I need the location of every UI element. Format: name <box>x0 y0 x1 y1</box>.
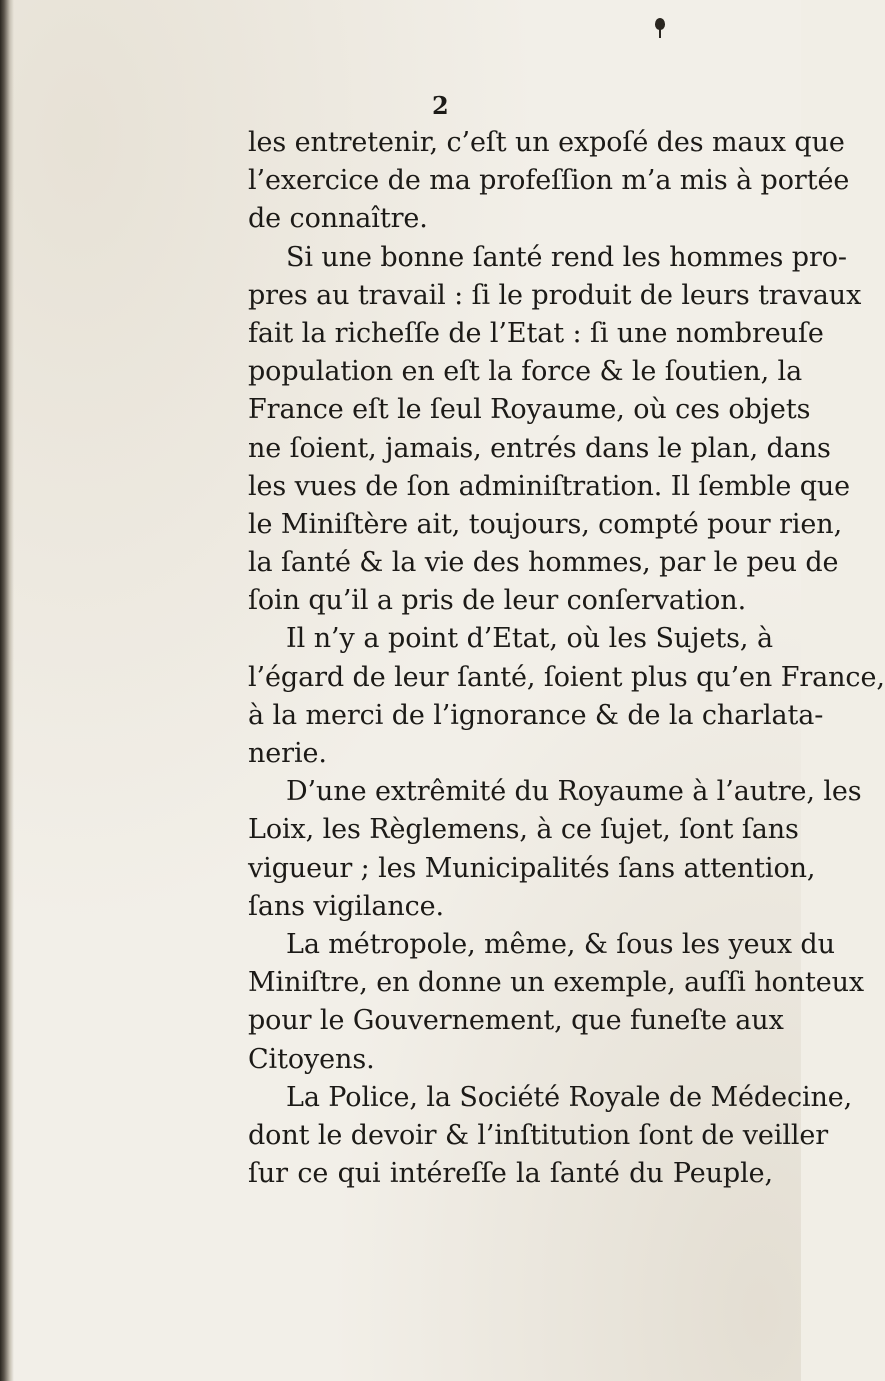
text-line: ſoin qu’il a pris de leur conſervation. <box>248 585 747 617</box>
text-line: dont le devoir & l’inſtitution ſont de veiller <box>248 1119 829 1151</box>
text-line: La métropole, même, & ſous les yeux du <box>286 928 835 960</box>
text-line: D’une extrêmité du Royaume à l’autre, les <box>286 776 862 808</box>
text-line: pres au travail : ſi le produit de leurs travaux <box>248 279 862 311</box>
text-line: Citoyens. <box>248 1043 375 1075</box>
text-line: Il n’y a point d’Etat, où les Sujets, à <box>286 623 773 655</box>
text-line: l’exercice de ma profeſſion m’a mis à portée <box>248 165 850 197</box>
ink-bleed-stem <box>659 28 661 38</box>
page-number: 2 <box>432 91 449 120</box>
text-line: nerie. <box>248 738 327 769</box>
text-line: les entretenir, c’eſt un expoſé des maux que <box>248 127 845 158</box>
text-line: ſur ce qui intéreſſe la ſanté du Peuple, <box>248 1158 773 1190</box>
text-line: fait la richeſſe de l’Etat : ſi une nombreuſe <box>248 317 824 349</box>
text-line: pour le Gouvernement, que funeſte aux <box>248 1005 784 1037</box>
text-line: le Miniſtère ait, toujours, compté pour rien, <box>248 508 843 540</box>
text-line: Si une bonne ſanté rend les hommes pro- <box>286 241 847 273</box>
text-line: vigueur ; les Municipalités ſans attention, <box>248 852 816 884</box>
text-line: Loix, les Règlemens, à ce ſujet, ſont ſans <box>248 814 799 846</box>
text-line: France eſt le ſeul Royaume, où ces objets <box>248 394 811 426</box>
text-line: de connaître. <box>248 203 428 235</box>
text-line: la ſanté & la vie des hommes, par le peu de <box>248 547 839 579</box>
text-line: population en eſt la force & le ſoutien, la <box>248 356 803 388</box>
text-line: à la merci de l’ignorance & de la charlata- <box>248 699 824 731</box>
text-line: ne ſoient, jamais, entrés dans le plan, dans <box>248 432 831 464</box>
text-line: les vues de ſon adminiſtration. Il ſemble que <box>248 470 851 502</box>
text-line: l’égard de leur ſanté, ſoient plus qu’en France, <box>248 661 885 693</box>
page-left-edge-shadow <box>0 0 14 1381</box>
body-text <box>248 124 885 1193</box>
text-line: ſans vigilance. <box>248 890 445 922</box>
text-line: Miniſtre, en donne un exemple, auſſi honteux <box>248 967 865 999</box>
text-line: La Police, la Société Royale de Médecine, <box>286 1081 853 1113</box>
